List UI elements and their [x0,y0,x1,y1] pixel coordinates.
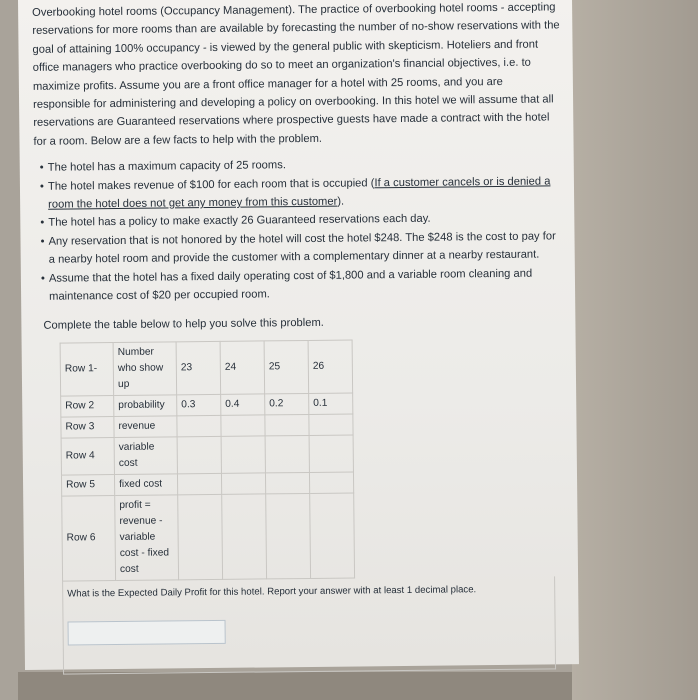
answer-input[interactable] [68,620,226,646]
empty-cell[interactable] [265,414,309,435]
row-name: probability [114,395,177,417]
row-label: Row 6 [62,495,116,581]
fact-item: • The hotel has a maximum capacity of 25 rooms. [40,154,562,178]
table-cell: 0.2 [265,393,309,414]
fact-tail: ). [337,195,345,208]
row-label: Row 2 [61,395,114,417]
probability-table [60,339,355,581]
empty-cell[interactable] [221,436,265,473]
table-cell: 24 [220,341,265,394]
row-name: profit = revenue - variable cost - fixed cost [115,495,179,581]
table-row [61,393,353,417]
row-label: Row 4 [61,437,114,475]
background-edge [572,0,698,700]
table-row [60,340,353,396]
empty-cell[interactable] [177,473,221,494]
table-cell: 0.1 [309,393,353,414]
row-label: Row 3 [61,416,114,438]
empty-cell[interactable] [177,415,221,436]
row-name: revenue [114,416,177,438]
table-row [61,472,353,496]
row-name: variable cost [114,437,177,475]
table-row [61,435,353,475]
empty-cell[interactable] [178,494,223,579]
fact-item [40,172,562,214]
intro-paragraph: Overbooking hotel rooms (Occupancy Management). The practice of overbooking hotel rooms - accepting reservations for more rooms than are available by forecasting the number of no-show reservations with the goal of attaining 100% occupancy - is viewed by the general public with skepticism. Hoteliers and front office managers who practice overbooking do so to meet an organization's financial objectives, i.e. to maximize profits. Assume you are a front office manager for a hotel with 25 rooms, and you are responsible for administering and developing a policy on overbooking. In this hotel we will assume that all reservations are Guaranteed reservations where prospective guests have made a contract with the hotel for a room. Below are a few facts to help with the problem. [32,1,560,148]
table-cell: 26 [308,340,353,393]
empty-cell[interactable] [265,472,309,493]
row-label: Row 1- [60,342,114,396]
row-name: fixed cost [114,474,177,496]
empty-cell[interactable] [310,493,355,578]
row-name: Number who show up [113,342,177,396]
fact-text: The hotel makes revenue of $100 for each room that is occupied ( [47,176,375,193]
fact-item: • The hotel has a policy to make exactly 26 Guaranteed reservations each day. [40,209,562,233]
fact-underlined-text: If a customer cancels or is denied a room the hotel does not get any money from this customer [48,175,551,211]
table-row [62,493,355,581]
fact-item: • Assume that the hotel has a fixed daily operating cost of $1,800 and a variable room cleaning and maintenance cost of $20 per occupied room. [41,264,563,306]
empty-cell[interactable] [265,435,309,472]
table-cell: 25 [264,340,309,393]
facts-list [34,154,564,307]
row-label: Row 5 [61,474,114,496]
table-cell: 23 [176,341,221,394]
empty-cell[interactable] [309,435,353,472]
bottom-shadow [18,672,572,700]
empty-cell[interactable] [309,414,353,435]
fact-item: • Any reservation that is not honored by the hotel will cost the hotel $248. The $248 is the cost to pay for a nearby hotel room and provide the customer with a complementary dinner at a nearby restaurant. [40,227,562,269]
table-cell: 0.4 [221,394,265,415]
table-row [61,414,353,438]
empty-cell[interactable] [266,493,311,578]
document-page [18,0,579,670]
empty-cell[interactable] [177,436,221,473]
document-content [32,0,567,675]
empty-cell[interactable] [221,473,265,494]
table-cell: 0.3 [177,394,221,415]
question-text: What is the Expected Daily Profit for this hotel. Report your answer with at least 1 decimal place. [67,584,477,600]
empty-cell[interactable] [222,494,267,579]
empty-cell[interactable] [309,472,353,493]
instruction-text: Complete the table below to help you solve this problem. [43,316,324,332]
question-block [62,576,556,675]
empty-cell[interactable] [221,415,265,436]
